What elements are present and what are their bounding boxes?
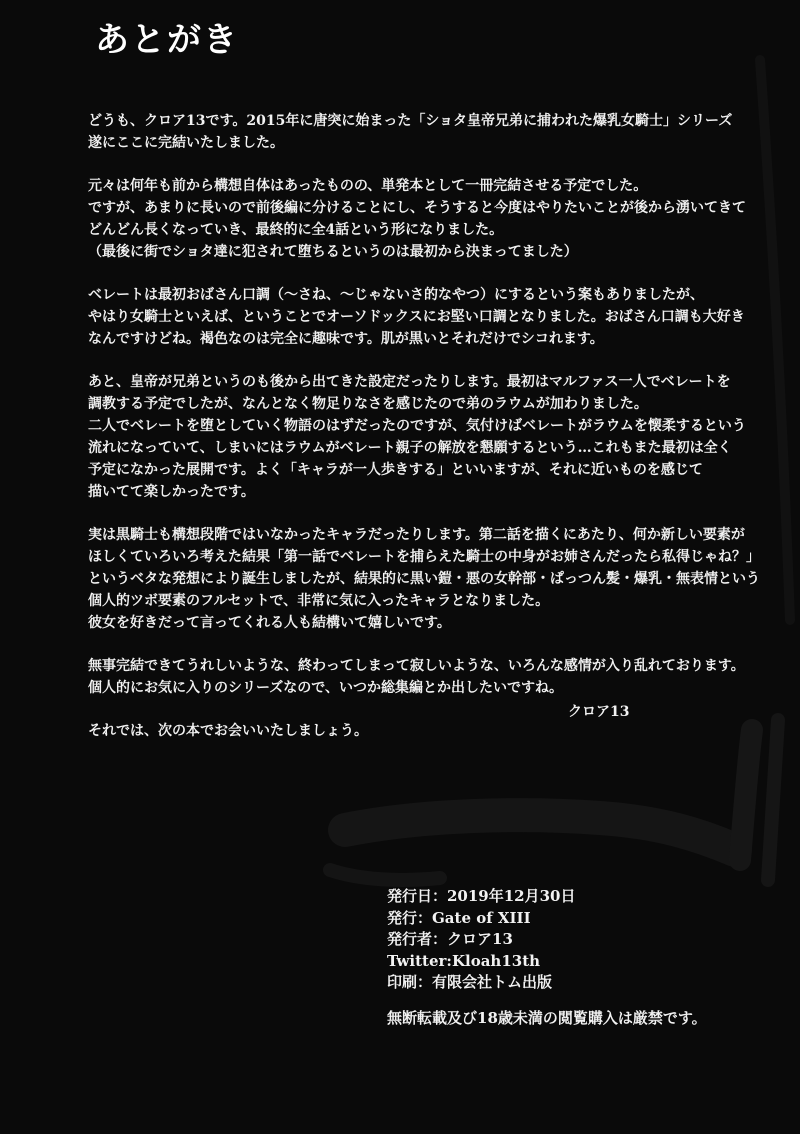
publisher-name: 発行者：クロア13 [387, 930, 513, 948]
text-line: ですが、あまりに長いので前後編に分けることにし、そうすると今度はやりたいことが後から湧いてきて [88, 200, 746, 216]
afterword-body [88, 110, 760, 763]
paragraph-5 [88, 524, 760, 634]
text-line: 流れになっていて、しまいにはラウムがベレート親子の解放を懇願するという…これもまた最初は全く [88, 440, 732, 456]
text-line: なんですけどね。褐色なのは完全に趣味です。肌が黒いとそれだけでシコれます。 [88, 331, 604, 347]
scribble-stroke [345, 815, 735, 850]
paragraph-4 [88, 371, 746, 503]
text-line: 予定になかった展開です。よく「キャラが一人歩きする」といいますが、それに近いものを感じて [88, 462, 703, 478]
paragraph-1 [88, 110, 738, 154]
author-signature: クロア13 [568, 704, 630, 720]
text-line: どうも、クロア13です。2015年に唐突に始まった「ショタ皇帝兄弟に捕われた爆乳女騎士」シリーズ [88, 113, 733, 129]
paragraph-7 [88, 720, 738, 742]
scribble-stroke [330, 870, 440, 880]
text-line: 描いてて楽しかったです。 [88, 484, 255, 500]
colophon [387, 886, 767, 994]
printer-name: 印刷：有限会社トム出版 [387, 973, 553, 991]
text-line: ベレートは最初おばさん口調（～さね、～じゃないさ的なやつ）にするという案もありましたが、 [88, 287, 704, 303]
text-line: どんどん長くなっていき、最終的に全4話という形になりました。 [88, 222, 504, 238]
paragraph-6 [88, 655, 745, 699]
paragraph-3 [88, 284, 745, 350]
publish-date: 発行日：2019年12月30日 [387, 887, 576, 905]
text-line: 元々は何年も前から構想自体はあったものの、単発本として一冊完結させる予定でした。 [88, 178, 648, 194]
scribble-stroke [740, 730, 752, 860]
publisher-circle: 発行：Gate of XIII [387, 908, 531, 927]
text-line: 彼女を好きだって言ってくれる人も結構いて嬉しいです。 [88, 615, 451, 631]
text-line: 個人的にお気に入りのシリーズなので、いつか総集編とか出したいですね。 [88, 680, 564, 696]
twitter-handle: Twitter:Kloah13th [387, 951, 541, 970]
text-line: 調教する予定でしたが、なんとなく物足りなさを感じたので弟のラウムが加わりました。 [88, 396, 648, 412]
scribble-stroke [760, 60, 790, 620]
text-line: あと、皇帝が兄弟というのも後から出てきた設定だったりします。最初はマルファス一人でベレートを [88, 374, 731, 390]
text-line: 遂にここに完結いたしました。 [88, 135, 284, 151]
scribble-stroke [768, 720, 778, 880]
text-line: 無事完結できてうれしいような、終わってしまって寂しいような、いろんな感情が入り乱れております。 [88, 658, 745, 674]
page-title: あとがき [95, 20, 239, 60]
text-line: （最後に街でショタ達に犯されて堕ちるというのは最初から決まってました） [88, 244, 578, 260]
text-line: というベタな発想により誕生しましたが、結果的に黒い鎧・悪の女幹部・ぱっつん髪・爆乳・無表情という [88, 571, 760, 587]
text-line: 実は黒騎士も構想段階ではいなかったキャラだったりします。第二話を描くにあたり、何か新しい要素が [88, 527, 745, 543]
reproduction-notice: 無断転載及び18歳未満の閲覧購入は厳禁です。 [387, 1009, 707, 1027]
text-line: 個人的ツボ要素のフルセットで、非常に気に入ったキャラとなりました。 [88, 593, 550, 609]
text-line: それでは、次の本でお会いいたしましょう。 [88, 723, 368, 739]
text-line: ほしくていろいろ考えた結果「第一話でベレートを捕らえた騎士の中身がお姉さんだったら私得じゃね？」 [88, 549, 760, 565]
paragraph-2 [88, 175, 746, 263]
text-line: 二人でベレートを堕としていく物語のはずだったのですが、気付けばベレートがラウムを懐柔するという [88, 418, 746, 434]
text-line: やはり女騎士といえば、ということでオーソドックスにお堅い口調となりました。おばさん口調も大好き [88, 309, 745, 325]
